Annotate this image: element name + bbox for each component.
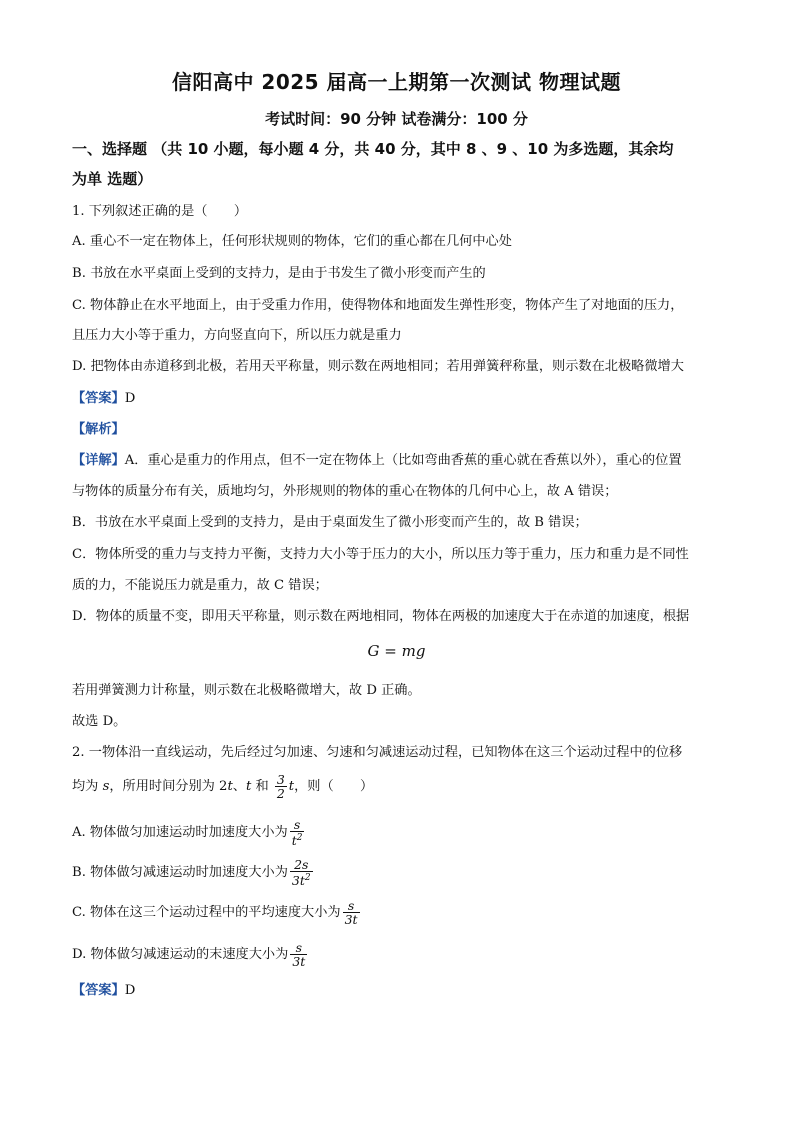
- answer-tag: 【答案】: [72, 391, 125, 406]
- fraction-denominator: 3t: [344, 912, 358, 927]
- denominator-base: 3t: [291, 873, 305, 889]
- option-text: B. 物体做匀减速运动时加速度大小为: [72, 865, 288, 881]
- fraction-numerator: s: [290, 818, 305, 832]
- fraction: [290, 818, 305, 847]
- fraction-denominator: 2: [276, 786, 285, 801]
- option-text: C. 物体在这三个运动过程中的平均速度大小为: [72, 905, 341, 920]
- fraction-denominator: [290, 872, 313, 887]
- q1-analysis: [72, 421, 732, 439]
- q1-stem: 1. 下列叙述正确的是（ ）: [72, 204, 248, 219]
- fraction-numerator: 3: [276, 772, 285, 787]
- q2-option-a: [72, 818, 732, 848]
- fraction-three-halves: [275, 773, 287, 800]
- q2-answer: [72, 982, 732, 1000]
- fraction-denominator: 3t: [292, 954, 306, 969]
- q1-explanation-b: B．书放在水平桌面上受到的支持力，是由于桌面发生了微小形变而产生的，故 B 错误；: [72, 515, 588, 530]
- q2-text: ，所用时间分别为 2: [109, 779, 228, 794]
- formula-g-mg: G = mg: [367, 642, 426, 660]
- fraction-numerator: 2s: [290, 858, 313, 872]
- q1-explanation-c-line-2: 质的力，不能说压力就是重力，故 C 错误；: [72, 578, 328, 593]
- answer-value: D: [124, 983, 136, 998]
- fraction: [290, 858, 313, 887]
- q2-option-d: [72, 940, 732, 970]
- fraction-numerator: s: [343, 899, 360, 913]
- q2-symbol-t: t: [288, 779, 295, 794]
- exponent: 2: [296, 833, 303, 843]
- q1-answer: [72, 390, 732, 408]
- q2-stem-line-2: [72, 772, 732, 802]
- detail-tag: 【详解】: [72, 453, 125, 468]
- denominator-base: t: [291, 833, 297, 849]
- fraction-numerator: s: [290, 941, 307, 955]
- exam-info: 考试时间：90 分钟 试卷满分：100 分: [265, 110, 528, 128]
- exponent: 2: [304, 873, 311, 883]
- section-heading-line-1: 一、选择题 （共 10 小题，每小题 4 分，共 40 分，其中 8 、9 、10 为多选题，其余均: [72, 140, 674, 158]
- fraction: [343, 899, 360, 926]
- answer-tag: 【答案】: [72, 983, 125, 998]
- q2-symbol-s: s: [102, 779, 110, 794]
- q1-option-a: A. 重心不一定在物体上，任何形状规则的物体，它们的重心都在几何中心处: [72, 234, 512, 249]
- q1-option-c-line-2: 且压力大小等于重力，方向竖直向下，所以压力就是重力: [72, 328, 402, 343]
- q1-option-c-line-1: C. 物体静止在水平地面上，由于受重力作用，使得物体和地面发生弹性形变，物体产生了对地面的压力，: [72, 298, 684, 313]
- fraction: [290, 941, 307, 968]
- q1-explanation-c-line-1: C．物体所受的重力与支持力平衡，支持力大小等于压力的大小，所以压力等于重力，压力和重力是不同性: [72, 547, 689, 562]
- answer-value: D: [124, 391, 136, 406]
- q1-explanation-a-line-1: [72, 452, 732, 470]
- q2-stem-line-1: 2. 一物体沿一直线运动，先后经过匀加速、匀速和匀减速运动过程，已知物体在这三个运动过程中的位移: [72, 745, 683, 760]
- q2-text: 和: [251, 779, 273, 794]
- q2-option-b: [72, 858, 732, 888]
- q2-symbol-t: t: [245, 779, 252, 794]
- q1-option-d: D. 把物体由赤道移到北极，若用天平称量，则示数在两地相同；若用弹簧秤称量，则示数在北极略微增大: [72, 359, 684, 374]
- q2-text: 均为: [72, 779, 103, 794]
- explanation-text: A．重心是重力的作用点，但不一定在物体上（比如弯曲香蕉的重心就在香蕉以外），重心的位置: [124, 453, 682, 468]
- q2-text: ，则（ ）: [294, 779, 374, 794]
- q2-option-c: [72, 898, 732, 928]
- q2-symbol-t: t: [227, 779, 233, 794]
- option-text: A. 物体做匀加速运动时加速度大小为: [72, 825, 288, 841]
- fraction-denominator: [290, 832, 305, 847]
- q1-explanation-d-line-2: 若用弹簧测力计称量，则示数在北极略微增大，故 D 正确。: [72, 683, 421, 698]
- q1-explanation-a-line-2: 与物体的质量分布有关，质地均匀，外形规则的物体的重心在物体的几何中心上，故 A 错误；: [72, 484, 618, 499]
- q1-choice: 故选 D。: [72, 714, 127, 729]
- option-text: D. 物体做匀减速运动的末速度大小为: [72, 947, 289, 962]
- q2-text: 、: [232, 779, 246, 794]
- section-heading-line-2: 为单 选题）: [72, 170, 153, 188]
- q1-explanation-d-line-1: D．物体的质量不变，即用天平称量，则示数在两地相同，物体在两极的加速度大于在赤道的加速度，根据: [72, 609, 690, 624]
- q1-option-b: B. 书放在水平桌面上受到的支持力，是由于书发生了微小形变而产生的: [72, 266, 486, 281]
- page-title: 信阳高中 2025 届高一上期第一次测试 物理试题: [171, 70, 622, 94]
- analysis-tag: 【解析】: [72, 422, 125, 437]
